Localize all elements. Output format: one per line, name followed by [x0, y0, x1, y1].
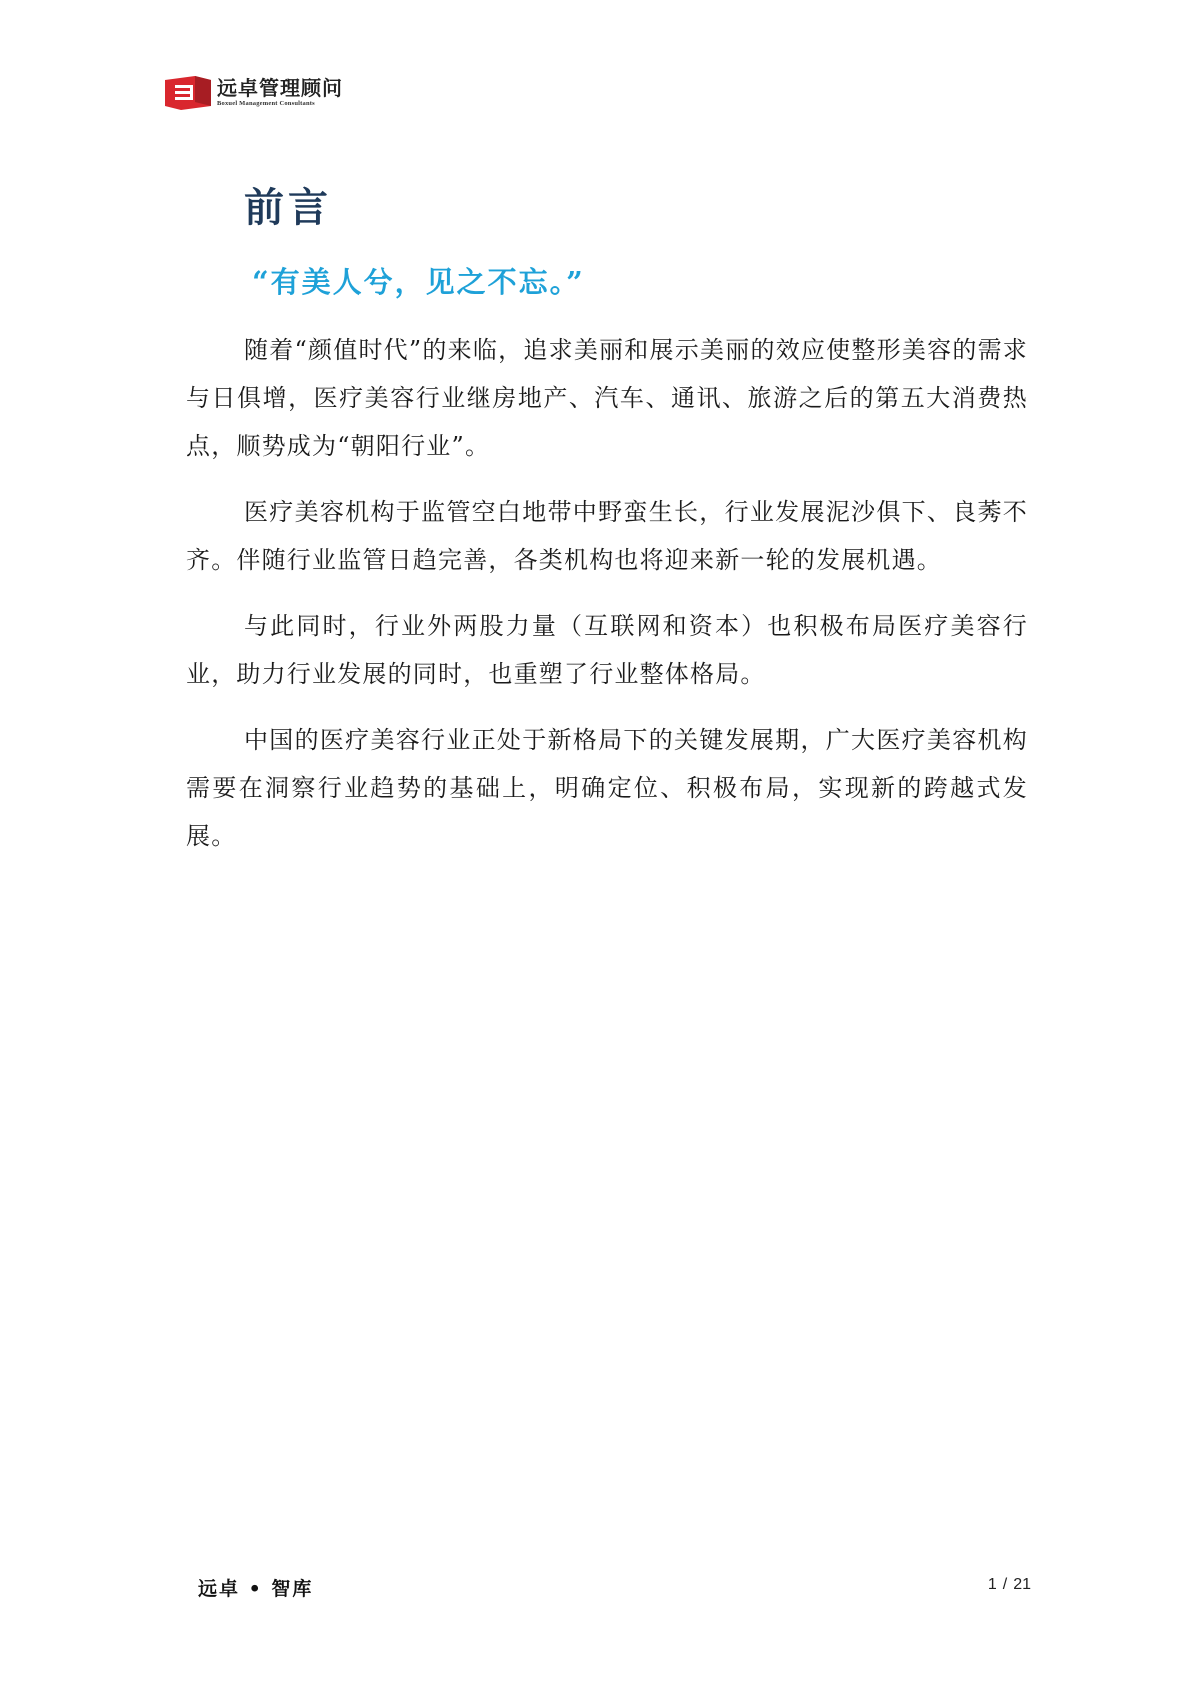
- page-total: 21: [1013, 1576, 1031, 1593]
- paragraph: 中国的医疗美容行业正处于新格局下的关键发展期，广大医疗美容机构需要在洞察行业趋势的基础上，明确定位、积极布局，实现新的跨越式发展。: [186, 726, 1028, 850]
- logo-english-name: Boxuel Management Consultants: [217, 100, 315, 108]
- page-current: 1: [987, 1576, 997, 1593]
- paragraph: 与此同时，行业外两股力量（互联网和资本）也积极布局医疗美容行业，助力行业发展的同时，也重塑了行业整体格局。: [186, 612, 1028, 688]
- page-number: [985, 1576, 1034, 1594]
- logo-chinese-name: 远卓管理顾问: [217, 76, 343, 101]
- body-text: [186, 326, 1028, 878]
- page-separator: /: [1002, 1576, 1008, 1593]
- page-title: 前言: [244, 184, 332, 231]
- logo-icon: [165, 76, 211, 110]
- paragraph: 医疗美容机构于监管空白地带中野蛮生长，行业发展泥沙俱下、良莠不齐。伴随行业监管日趋完善，各类机构也将迎来新一轮的发展机遇。: [186, 498, 1028, 574]
- quote-heading: “有美人兮，见之不忘。”: [252, 265, 585, 299]
- footer-brand: 远卓 • 智库: [198, 1578, 314, 1600]
- paragraph: 随着“颜值时代”的来临，追求美丽和展示美丽的效应使整形美容的需求与日俱增，医疗美容行业继房地产、汽车、通讯、旅游之后的第五大消费热点，顺势成为“朝阳行业”。: [186, 336, 1028, 460]
- company-logo: [165, 76, 343, 110]
